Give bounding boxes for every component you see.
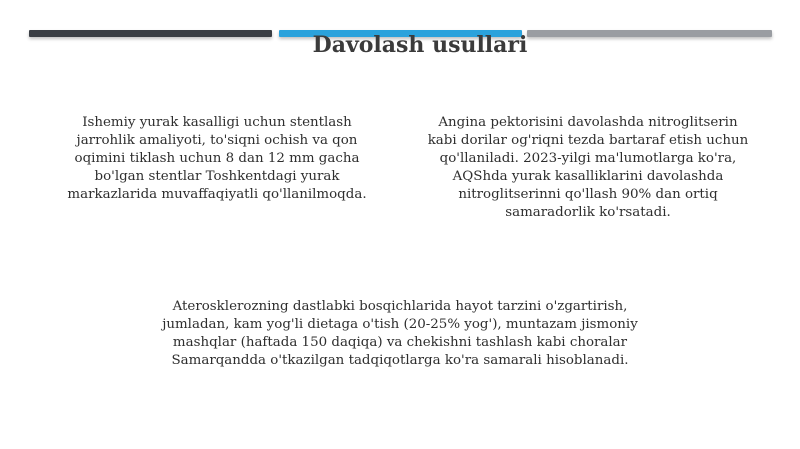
paragraph-lifestyle: Aterosklerozning dastlabki bosqichlarida hayot tarzini o'zgartirish, jumladan, kam yog'li dietaga o'tish (20-25% yog'), muntazam jismoniy mashqlar (haftada 150 daqiqa) va chekishni tashlash kabi choralar Samarqandda o'tkazilgan tadqiqotlarga ko'ra samarali hisoblanadi. bbox=[162, 299, 638, 368]
paragraph-nitroglycerin: Angina pektorisini davolashda nitroglitserin kabi dorilar og'riqni tezda bartaraf etish uchun qo'llaniladi. 2023-yilgi ma'lumotlarga ko'ra, AQShda yurak kasalliklarini davolashda nitroglitserinni qo'llash 90% dan ortiq samaradorlik ko'rsatadi. bbox=[427, 115, 749, 220]
slide-title: Davolash usullari bbox=[312, 32, 528, 58]
paragraph-stenting: Ishemiy yurak kasalligi uchun stentlash jarrohlik amaliyoti, to'siqni ochish va qon oqimini tiklash uchun 8 dan 12 mm gacha bo'lgan stentlar Toshkentdagi yurak markazlarida muvaffaqiyatli qo'llanilmoqda. bbox=[67, 115, 367, 202]
